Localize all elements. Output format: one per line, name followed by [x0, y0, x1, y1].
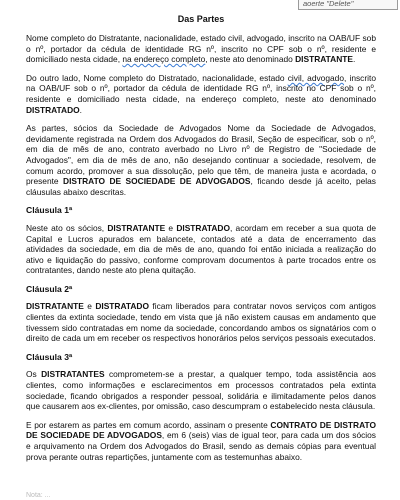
bold-term: DISTRATADO [95, 301, 149, 312]
bold-term: DISTRATADO [26, 104, 80, 115]
text: Neste ato os sócios, [26, 222, 108, 233]
text: , neste ato denominado [205, 54, 296, 65]
bold-term: CONTRATO DE DISTRATO DE SOCIEDADE DE ADVOGADOS [26, 419, 376, 441]
paragraph-distratante [26, 33, 376, 65]
text: Nome completo do Distratante, nacionalidade, estado civil, advogado, inscrito na OAB/UF sob o nº, portador da cédula de identidade RG nº, inscrito no CPF sob o nº, residente e domiciliado nesta cidade, [26, 33, 376, 65]
spellcheck-underline[interactable]: civil, advogado [287, 72, 344, 83]
bold-term: DISTRATANTES [41, 369, 105, 380]
text: , ficando desde já aceito, pelas cláusulas abaixo descritas. [26, 176, 376, 197]
text: As partes, sócios da Sociedade de Advogados Nome da Sociedade de Advogados, devidamente registrada na Ordem dos Advogados do Brasil, Seção de especificar, sob o nº, em dia de mês de ano, contrato averbado no Livro nº de Registro de "Sociedade de Advogados", em dia de mês de ano, não desejando continuar a sociedade, resolvem, de comum acordo, promover a sua dissolução, pelo que têm, de maneira justa e acordada, o presente [26, 123, 376, 187]
text: . [352, 54, 356, 65]
paragraph-distratado [26, 73, 376, 115]
clause-2-title: Cláusula 2ª [26, 283, 73, 294]
clause-3-title: Cláusula 3ª [26, 351, 73, 362]
text: , acordam em receber a sua quota de Capital e Lucros apurados em balancete, contados até a data de encerramento das atividades da sociedade, em dia de mês de ano, quando foi então iniciada a realização do ativo e liquidação do passivo, conforme comprovam documentos à parte trocados entre os contratantes, dando neste ato plena quitação. [26, 222, 376, 276]
clause-1-text [26, 223, 376, 276]
text: ficam liberados para contratar novos serviços com antigos clientes da extinta sociedade, tendo em vista que já não existem causas em andamento que tivessem sido contratadas em nome da sociedade, concordando ambos os signatários com o direito de cada um em receber os respectivos honorários pelos serviços pessoais executados. [26, 301, 376, 344]
bold-term: DISTRATO DE SOCIEDADE DE ADVOGADOS [63, 176, 251, 187]
text: Os [26, 369, 42, 380]
text: . [79, 104, 82, 115]
bold-term: DISTRATANTE [107, 222, 166, 233]
footnote: Nota: ... [26, 492, 51, 499]
clause-2-text [26, 301, 376, 343]
bold-term: DISTRATANTE [295, 54, 353, 65]
bold-term: DISTRATANTE [26, 301, 84, 312]
bold-term: DISTRATADO [176, 222, 230, 233]
tooltip: aoerte "Delete" [298, 0, 398, 10]
document-page [26, 14, 376, 470]
text: , inscrito na OAB/UF sob o nº, portador da cédula de identidade RG nº, inscrito no CPF sob o nº, residente e domiciliado nesta cidade, na endereço completo, neste ato denominado [26, 72, 377, 104]
closing-paragraph [26, 420, 376, 462]
text: e [165, 222, 177, 233]
text: e [83, 301, 96, 312]
text: , em 6 (seis) vias de igual teor, para cada um dos sócios e arquivamento na Ordem dos Advogados do Brasil, sendo as demais cópias para eventual prova perante outras repartições, juntamente com as testemunhas abaixo. [26, 430, 376, 462]
text: Do outro lado, Nome completo do Distratado, nacionalidade, estado [26, 72, 288, 83]
text: E por estarem as partes em comum acordo, assinam o presente [26, 419, 271, 430]
clause-1-title: Cláusula 1ª [26, 205, 73, 216]
clause-3-text [26, 369, 376, 411]
top-bar [0, 0, 400, 12]
document-title: Das Partes [177, 14, 225, 24]
spellcheck-underline[interactable]: na endereço completo [122, 54, 206, 65]
paragraph-partes [26, 123, 376, 197]
text: comprometem-se a prestar, a qualquer tempo, toda assistência aos clientes, como informações e esclarecimentos em processos contratados pela extinta sociedade, ficando obrigados a responder pessoal, solidária e ilimitadamente pelos danos que causarem aos ex-clientes, por omissão, caso descumpram o estabelecido nesta cláusula. [26, 369, 376, 412]
